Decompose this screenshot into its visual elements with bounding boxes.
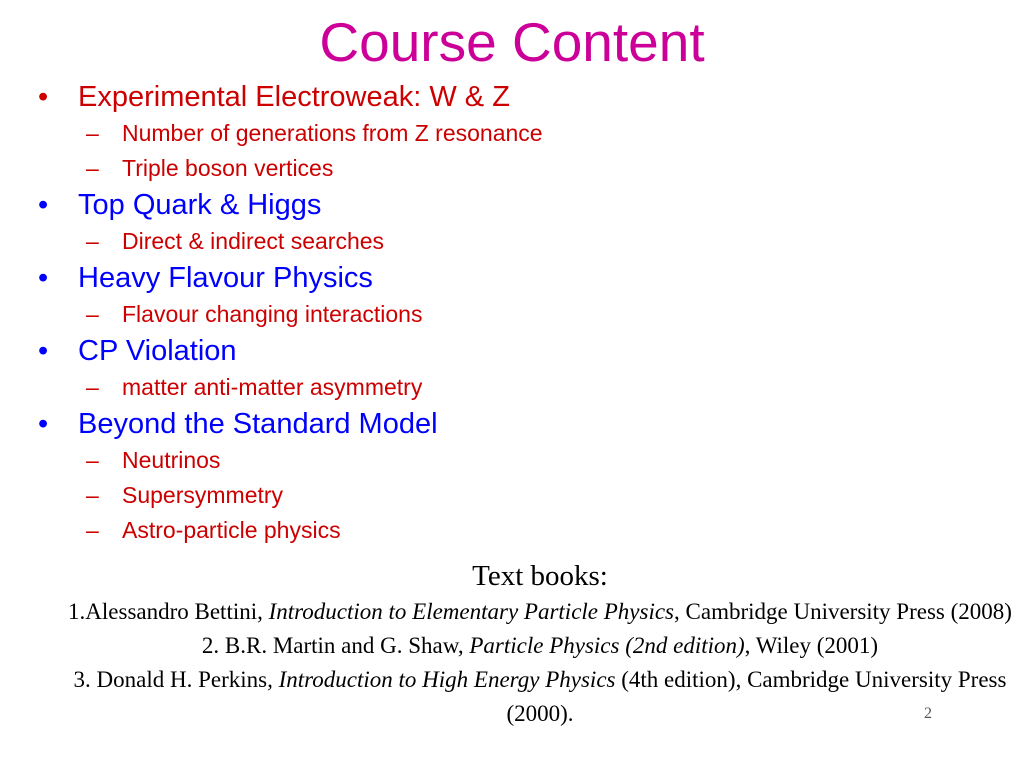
bullet-icon: • bbox=[38, 262, 49, 294]
textbooks-heading: Text books: bbox=[472, 560, 608, 592]
dash-icon: – bbox=[86, 517, 99, 543]
bullet-icon: • bbox=[38, 189, 49, 221]
page-number: 2 bbox=[924, 705, 932, 722]
outline-item-label: Heavy Flavour Physics bbox=[78, 262, 373, 294]
outline-subitem-label: Flavour changing interactions bbox=[122, 301, 423, 327]
outline-subitem-label: Direct & indirect searches bbox=[122, 228, 385, 254]
outline-item bbox=[38, 186, 938, 224]
outline-subitem bbox=[38, 116, 938, 151]
textbook-2-authors: 2. B.R. Martin and G. Shaw, bbox=[201, 633, 470, 658]
outline-item bbox=[38, 332, 938, 370]
course-outline bbox=[38, 78, 938, 548]
dash-icon: – bbox=[86, 374, 99, 400]
outline-subitem-label: Triple boson vertices bbox=[122, 155, 334, 181]
textbook-entry-1 bbox=[60, 595, 1020, 629]
outline-subitem-label: Supersymmetry bbox=[122, 482, 284, 508]
textbook-1-publisher: , Cambridge University Press (2008) bbox=[674, 599, 1012, 624]
textbook-2-publisher: , Wiley (2001) bbox=[744, 633, 879, 658]
textbooks-section bbox=[60, 557, 1020, 731]
outline-subitem bbox=[38, 224, 938, 259]
outline-item bbox=[38, 259, 938, 297]
slide-title: Course Content bbox=[319, 11, 705, 73]
outline-subitem bbox=[38, 370, 938, 405]
dash-icon: – bbox=[86, 482, 99, 508]
textbook-1-authors: 1.Alessandro Bettini, bbox=[68, 599, 269, 624]
dash-icon: – bbox=[86, 301, 99, 327]
textbook-1-title: Introduction to Elementary Particle Physics bbox=[268, 599, 675, 624]
bullet-icon: • bbox=[38, 408, 49, 440]
outline-item bbox=[38, 405, 938, 443]
outline-item-label: CP Violation bbox=[78, 335, 237, 367]
textbook-3-title: , Introduction to High Energy Physics bbox=[267, 667, 616, 692]
outline-subitem-label: Neutrinos bbox=[122, 447, 221, 473]
outline-subitem bbox=[38, 478, 938, 513]
dash-icon: – bbox=[86, 120, 99, 146]
outline-subitem bbox=[38, 443, 938, 478]
outline-subitem bbox=[38, 297, 938, 332]
bullet-icon: • bbox=[38, 335, 49, 367]
textbook-3-authors: 3. Donald H. Perkins bbox=[73, 667, 268, 692]
dash-icon: – bbox=[86, 155, 99, 181]
dash-icon: – bbox=[86, 228, 99, 254]
outline-subitem-label: Number of generations from Z resonance bbox=[122, 120, 543, 146]
outline-item-label: Beyond the Standard Model bbox=[78, 408, 438, 440]
outline-subitem bbox=[38, 151, 938, 186]
textbook-2-title: Particle Physics (2nd edition) bbox=[469, 633, 745, 658]
textbook-3-publisher: (4th edition), Cambridge University Press (2000). bbox=[506, 667, 1007, 726]
outline-item-label: Top Quark & Higgs bbox=[78, 189, 322, 221]
bullet-icon: • bbox=[38, 81, 49, 113]
outline-subitem bbox=[38, 513, 938, 548]
outline-subitem-label: Astro-particle physics bbox=[122, 517, 341, 543]
outline-item bbox=[38, 78, 938, 116]
dash-icon: – bbox=[86, 447, 99, 473]
outline-subitem-label: matter anti-matter asymmetry bbox=[122, 374, 423, 400]
outline-item-label: Experimental Electroweak: W & Z bbox=[78, 81, 510, 113]
textbook-entry-3 bbox=[60, 663, 1020, 731]
textbook-entry-2 bbox=[60, 629, 1020, 663]
